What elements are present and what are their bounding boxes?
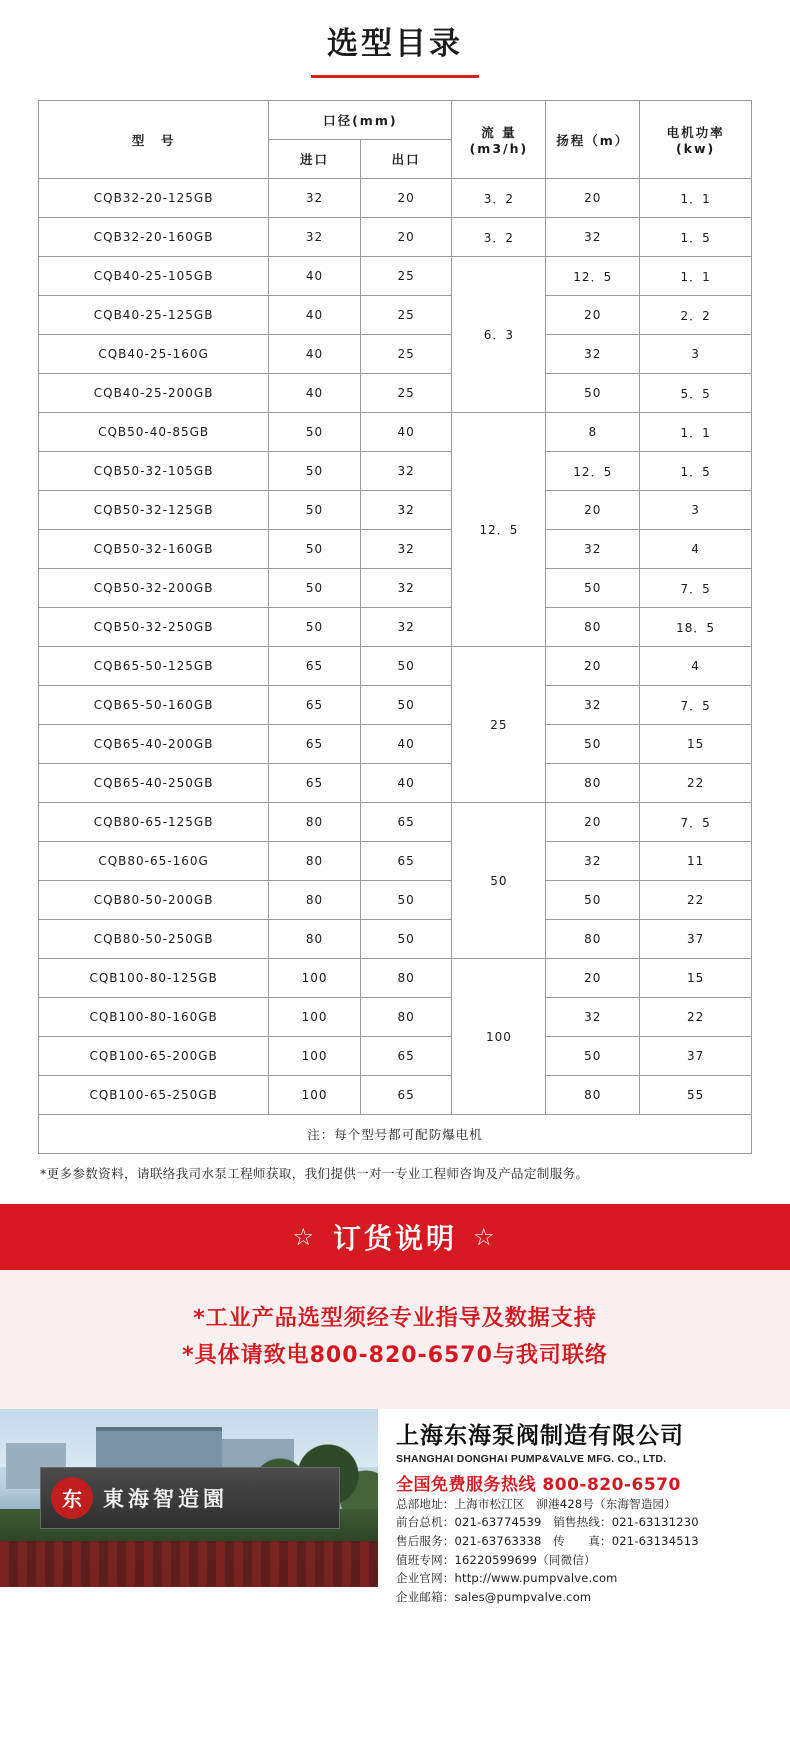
cell-inlet: 32: [269, 179, 361, 218]
cell-head: 50: [546, 569, 640, 608]
cell-model: CQB80-50-250GB: [39, 920, 269, 959]
cell-outlet: 65: [360, 1076, 452, 1115]
cell-inlet: 80: [269, 803, 361, 842]
table-row: [39, 491, 752, 530]
th-model: 型 号: [39, 101, 269, 179]
cell-power: 22: [640, 881, 752, 920]
header-row-1: [39, 101, 752, 140]
cell-head: 32: [546, 335, 640, 374]
cell-inlet: 50: [269, 413, 361, 452]
spec-table: [38, 100, 752, 1154]
cell-outlet: 65: [360, 803, 452, 842]
table-row: [39, 686, 752, 725]
cell-inlet: 65: [269, 647, 361, 686]
cell-head: 50: [546, 1037, 640, 1076]
cell-head: 50: [546, 881, 640, 920]
cell-power: 22: [640, 998, 752, 1037]
th-power-line2: (kw): [675, 141, 716, 156]
cell-head: 80: [546, 608, 640, 647]
cell-head: 20: [546, 296, 640, 335]
table-row: [39, 296, 752, 335]
cell-outlet: 32: [360, 530, 452, 569]
footer: [0, 1409, 790, 1607]
cell-head: 50: [546, 374, 640, 413]
cell-inlet: 40: [269, 296, 361, 335]
cell-power: 1．1: [640, 413, 752, 452]
table-row: [39, 998, 752, 1037]
cell-power: 2．2: [640, 296, 752, 335]
cell-inlet: 50: [269, 569, 361, 608]
cell-outlet: 80: [360, 959, 452, 998]
cell-head: 32: [546, 686, 640, 725]
table-row: [39, 608, 752, 647]
cell-head: 50: [546, 725, 640, 764]
contact-front-desk: 前台总机：021-63774539 销售热线：021-63131230: [396, 1515, 699, 1530]
cell-outlet: 80: [360, 998, 452, 1037]
cell-outlet: 50: [360, 686, 452, 725]
cell-flow-merged: 100: [452, 959, 546, 1115]
company-name-cn: 上海东海泵阀制造有限公司: [396, 1422, 684, 1449]
cell-flow-merged: 6．3: [452, 257, 546, 413]
cell-outlet: 40: [360, 413, 452, 452]
cell-model: CQB80-65-125GB: [39, 803, 269, 842]
table-row: [39, 881, 752, 920]
note-line-2: *具体请致电800-820-6570与我司联络: [182, 1343, 608, 1369]
table-note: 注：每个型号都可配防爆电机: [39, 1115, 752, 1154]
table-row: [39, 218, 752, 257]
cell-inlet: 80: [269, 881, 361, 920]
cell-power: 11: [640, 842, 752, 881]
cell-inlet: 65: [269, 686, 361, 725]
banner-title: 订货说明: [332, 1222, 457, 1255]
cell-power: 15: [640, 959, 752, 998]
cell-head: 32: [546, 530, 640, 569]
cell-inlet: 50: [269, 452, 361, 491]
cell-model: CQB65-40-250GB: [39, 764, 269, 803]
cell-model: CQB100-65-200GB: [39, 1037, 269, 1076]
table-row: [39, 842, 752, 881]
cell-outlet: 25: [360, 257, 452, 296]
cell-outlet: 40: [360, 725, 452, 764]
contact-address: 总部地址：上海市松江区 泖港428号（东海智造园）: [396, 1496, 676, 1511]
contact-after-sales: 售后服务：021-63763338 传 真：021-63134513: [396, 1534, 699, 1549]
table-row: [39, 803, 752, 842]
cell-head: 80: [546, 764, 640, 803]
cell-head: 80: [546, 1076, 640, 1115]
table-row: [39, 920, 752, 959]
cell-outlet: 65: [360, 842, 452, 881]
table-row: [39, 530, 752, 569]
cell-outlet: 50: [360, 920, 452, 959]
order-instructions-banner: [0, 1204, 790, 1270]
cell-head: 20: [546, 647, 640, 686]
cell-outlet: 32: [360, 569, 452, 608]
cell-flow: 3．2: [452, 179, 546, 218]
table-row: [39, 179, 752, 218]
th-flow-line2: (m3/h): [469, 141, 529, 156]
cell-inlet: 65: [269, 725, 361, 764]
cell-inlet: 32: [269, 218, 361, 257]
th-flow: [452, 101, 546, 179]
cell-power: 1．1: [640, 179, 752, 218]
cell-power: 7．5: [640, 686, 752, 725]
star-left-icon: ☆: [292, 1223, 317, 1251]
th-head: 扬程（m）: [546, 101, 640, 179]
cell-inlet: 80: [269, 920, 361, 959]
th-inlet: 进口: [269, 140, 361, 179]
cell-model: CQB80-65-160G: [39, 842, 269, 881]
cell-power: 3: [640, 491, 752, 530]
cell-outlet: 32: [360, 608, 452, 647]
table-row: [39, 1037, 752, 1076]
cell-power: 5．5: [640, 374, 752, 413]
cell-power: 37: [640, 1037, 752, 1076]
th-power: [640, 101, 752, 179]
cell-outlet: 40: [360, 764, 452, 803]
cell-inlet: 50: [269, 608, 361, 647]
cell-model: CQB40-25-125GB: [39, 296, 269, 335]
cell-head: 32: [546, 218, 640, 257]
cell-model: CQB32-20-125GB: [39, 179, 269, 218]
table-body: [39, 179, 752, 1154]
th-outlet: 出口: [360, 140, 452, 179]
cell-inlet: 65: [269, 764, 361, 803]
table-note-row: [39, 1115, 752, 1154]
cell-head: 80: [546, 920, 640, 959]
cell-outlet: 20: [360, 218, 452, 257]
cell-power: 22: [640, 764, 752, 803]
note-line-1: *工业产品选型须经专业指导及数据支持: [193, 1306, 597, 1331]
footnote: *更多参数资料，请联络我司水泵工程师获取，我们提供一对一专业工程师咨询及产品定制服务。: [40, 1166, 589, 1181]
cell-model: CQB32-20-160GB: [39, 218, 269, 257]
table-row: [39, 764, 752, 803]
table-row: [39, 374, 752, 413]
cell-inlet: 40: [269, 257, 361, 296]
title-block: [0, 0, 790, 78]
cell-head: 8: [546, 413, 640, 452]
cell-inlet: 100: [269, 1076, 361, 1115]
factory-photo: [0, 1409, 378, 1587]
table-row: [39, 413, 752, 452]
cell-inlet: 40: [269, 335, 361, 374]
cell-inlet: 50: [269, 491, 361, 530]
photo-sign-text: 東海智造園: [103, 1486, 228, 1511]
cell-head: 12．5: [546, 452, 640, 491]
cell-power: 55: [640, 1076, 752, 1115]
cell-model: CQB40-25-200GB: [39, 374, 269, 413]
cell-model: CQB100-80-160GB: [39, 998, 269, 1037]
cell-model: CQB40-25-105GB: [39, 257, 269, 296]
table-row: [39, 335, 752, 374]
table-row: [39, 452, 752, 491]
cell-power: 3: [640, 335, 752, 374]
page-title: 选型目录: [327, 26, 463, 62]
company-emblem-icon: 东: [51, 1477, 93, 1519]
hotline: 全国免费服务热线 800-820-6570: [396, 1474, 681, 1495]
cell-model: CQB50-32-250GB: [39, 608, 269, 647]
banner-content: [292, 1217, 497, 1257]
cell-model: CQB65-50-125GB: [39, 647, 269, 686]
star-right-icon: ☆: [473, 1223, 498, 1251]
table-row: [39, 257, 752, 296]
cell-head: 12．5: [546, 257, 640, 296]
cell-head: 32: [546, 842, 640, 881]
cell-power: 15: [640, 725, 752, 764]
order-notes: [0, 1270, 790, 1409]
cell-power: 18．5: [640, 608, 752, 647]
cell-flow: 3．2: [452, 218, 546, 257]
cell-model: CQB100-65-250GB: [39, 1076, 269, 1115]
cell-inlet: 50: [269, 530, 361, 569]
cell-power: 1．5: [640, 218, 752, 257]
table-row: [39, 1076, 752, 1115]
cell-outlet: 32: [360, 452, 452, 491]
cell-power: 4: [640, 647, 752, 686]
cell-flow-merged: 12．5: [452, 413, 546, 647]
th-power-line1: 电机功率: [666, 125, 725, 140]
cell-inlet: 40: [269, 374, 361, 413]
table-row: [39, 569, 752, 608]
cell-outlet: 65: [360, 1037, 452, 1076]
spec-table-wrapper: [0, 78, 790, 1154]
cell-outlet: 20: [360, 179, 452, 218]
cell-model: CQB50-32-200GB: [39, 569, 269, 608]
cell-inlet: 100: [269, 998, 361, 1037]
cell-model: CQB50-32-160GB: [39, 530, 269, 569]
th-bore-group: 口径(mm): [269, 101, 452, 140]
cell-model: CQB50-32-105GB: [39, 452, 269, 491]
photo-flowerbed: [0, 1541, 378, 1587]
cell-outlet: 50: [360, 881, 452, 920]
table-row: [39, 647, 752, 686]
cell-inlet: 100: [269, 959, 361, 998]
contact-duty: 值班专网：16220599699（同微信）: [396, 1552, 596, 1567]
cell-outlet: 32: [360, 491, 452, 530]
contact-email[interactable]: 企业邮箱：sales@pumpvalve.com: [396, 1589, 592, 1604]
cell-outlet: 25: [360, 374, 452, 413]
cell-head: 32: [546, 998, 640, 1037]
footer-info: [378, 1409, 790, 1607]
table-head: [39, 101, 752, 179]
cell-model: CQB65-50-160GB: [39, 686, 269, 725]
company-name-en: SHANGHAI DONGHAI PUMP&VALVE MFG. CO., LTD.: [396, 1452, 667, 1465]
cell-head: 20: [546, 959, 640, 998]
contact-website[interactable]: 企业官网：http://www.pumpvalve.com: [396, 1571, 618, 1586]
cell-model: CQB40-25-160G: [39, 335, 269, 374]
table-row: [39, 959, 752, 998]
cell-flow-merged: 25: [452, 647, 546, 803]
cell-outlet: 25: [360, 335, 452, 374]
photo-entrance-sign: [40, 1467, 340, 1529]
cell-power: 37: [640, 920, 752, 959]
cell-power: 1．1: [640, 257, 752, 296]
cell-power: 1．5: [640, 452, 752, 491]
cell-head: 20: [546, 179, 640, 218]
th-flow-line1: 流 量: [481, 125, 517, 140]
cell-model: CQB80-50-200GB: [39, 881, 269, 920]
cell-model: CQB65-40-200GB: [39, 725, 269, 764]
cell-power: 7．5: [640, 803, 752, 842]
cell-model: CQB100-80-125GB: [39, 959, 269, 998]
cell-head: 20: [546, 803, 640, 842]
cell-flow-merged: 50: [452, 803, 546, 959]
cell-inlet: 80: [269, 842, 361, 881]
cell-model: CQB50-40-85GB: [39, 413, 269, 452]
cell-power: 7．5: [640, 569, 752, 608]
cell-outlet: 25: [360, 296, 452, 335]
cell-power: 4: [640, 530, 752, 569]
cell-head: 20: [546, 491, 640, 530]
table-row: [39, 725, 752, 764]
cell-model: CQB50-32-125GB: [39, 491, 269, 530]
cell-inlet: 100: [269, 1037, 361, 1076]
cell-outlet: 50: [360, 647, 452, 686]
